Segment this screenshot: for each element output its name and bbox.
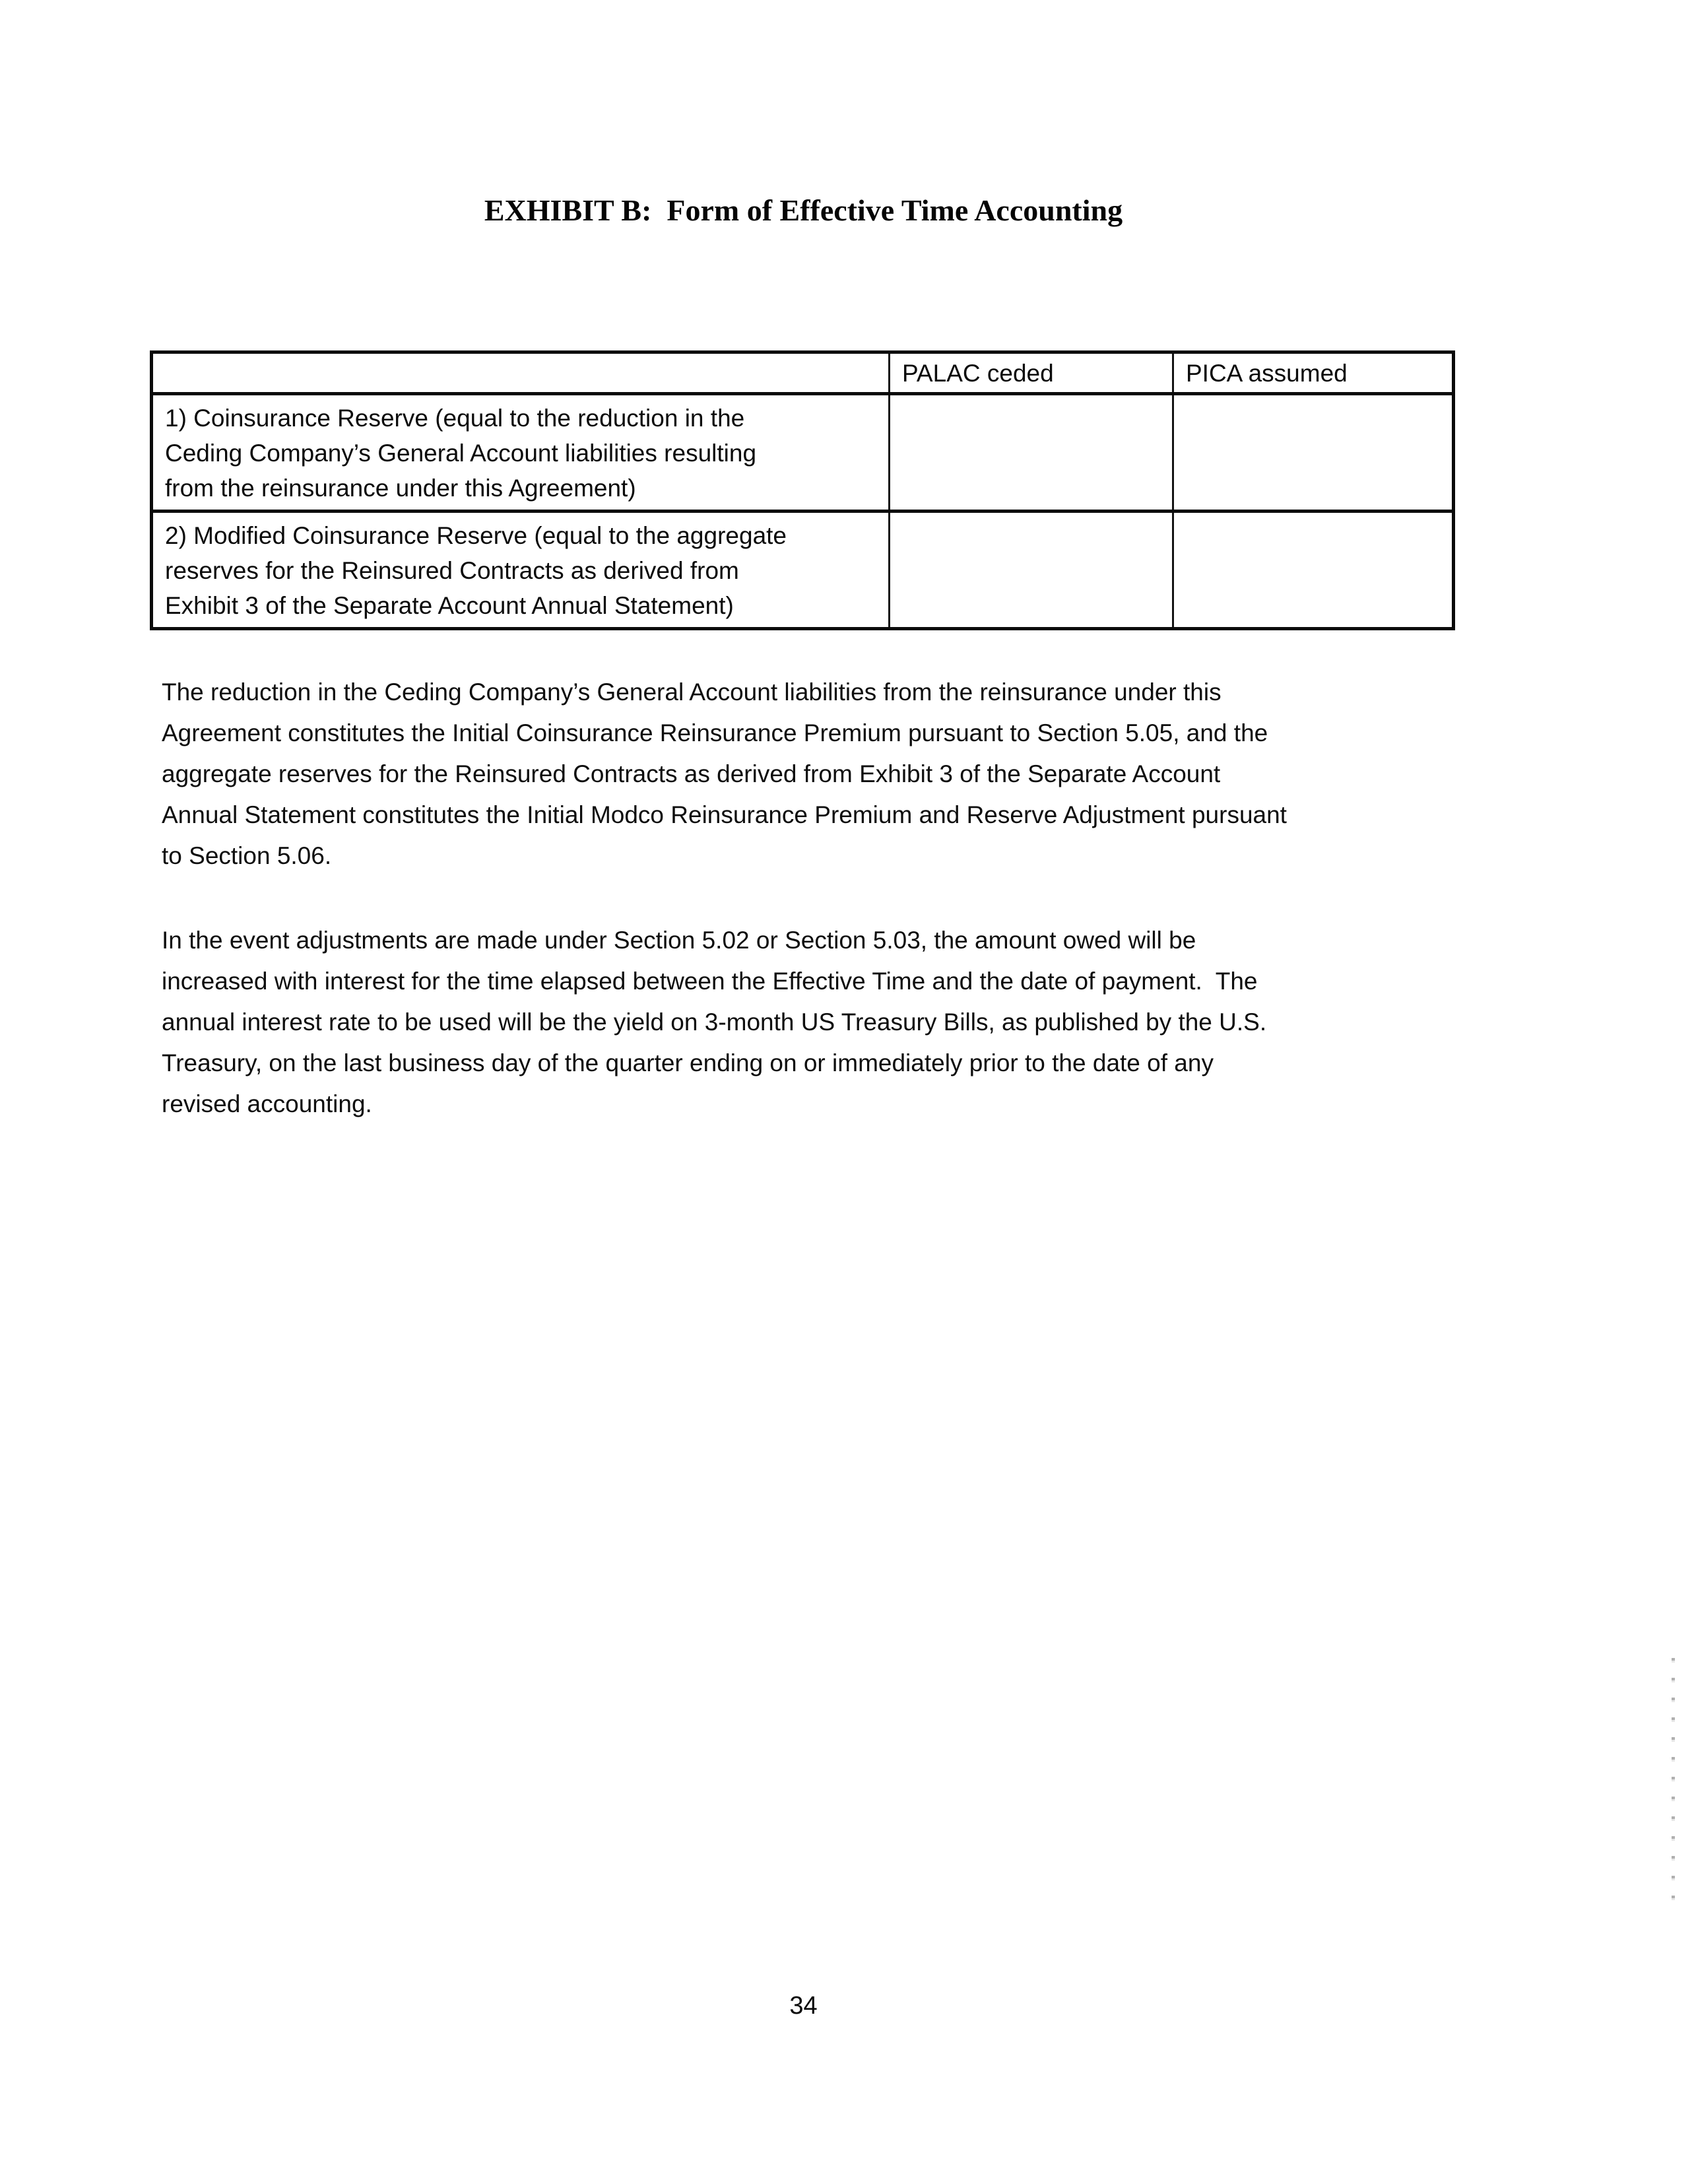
paragraph-initial-premium: The reduction in the Ceding Company’s General Account liabilities from the reinsurance under this Agreement constitutes the Initial Coinsurance Reinsurance Premium pursuant to Section 5.05, and the aggregate reserves for the Reinsured Contracts as derived from Exhibit 3 of the Separate Account Annual Statement constitutes the Initial Modco Reinsurance Premium and Reserve Adjustment pursuant to Section 5.06. (162, 678, 1287, 869)
header-cell-pica-assumed: PICA assumed (1173, 352, 1454, 394)
header-cell-palac-ceded: PALAC ceded (890, 352, 1173, 394)
row-label-coinsurance-reserve: 1) Coinsurance Reserve (equal to the reduction in the Ceding Company’s General Account liabilities resulting from the reinsurance under this Agreement) (152, 394, 890, 512)
table-header-row (152, 352, 1454, 394)
coinsurance-reserve-palac-ceded-cell (890, 394, 1173, 512)
row-label-modified-coinsurance-reserve: 2) Modified Coinsurance Reserve (equal to the aggregate reserves for the Reinsured Contracts as derived from Exhibit 3 of the Separate Account Annual Statement) (152, 512, 890, 629)
table-row-coinsurance-reserve (152, 394, 1454, 512)
scan-artifact-marks (1672, 1658, 1675, 1907)
page-number: 34 (789, 1992, 818, 2020)
modified-coinsurance-reserve-pica-assumed-cell (1173, 512, 1454, 629)
coinsurance-reserve-pica-assumed-cell (1173, 394, 1454, 512)
effective-time-accounting-table (150, 350, 1455, 630)
modified-coinsurance-reserve-palac-ceded-cell (890, 512, 1173, 629)
paragraph-interest-adjustments: In the event adjustments are made under Section 5.02 or Section 5.03, the amount owed will be increased with interest for the time elapsed between the Effective Time and the date of payment. The annual interest rate to be used will be the yield on 3-month US Treasury Bills, as published by the U.S. Treasury, on the last business day of the quarter ending on or immediately prior to the date of any revised accounting. (162, 927, 1267, 1117)
header-cell-empty (152, 352, 890, 394)
table-row-modified-coinsurance-reserve (152, 512, 1454, 629)
page-title: EXHIBIT B: Form of Effective Time Accounting (484, 193, 1123, 227)
